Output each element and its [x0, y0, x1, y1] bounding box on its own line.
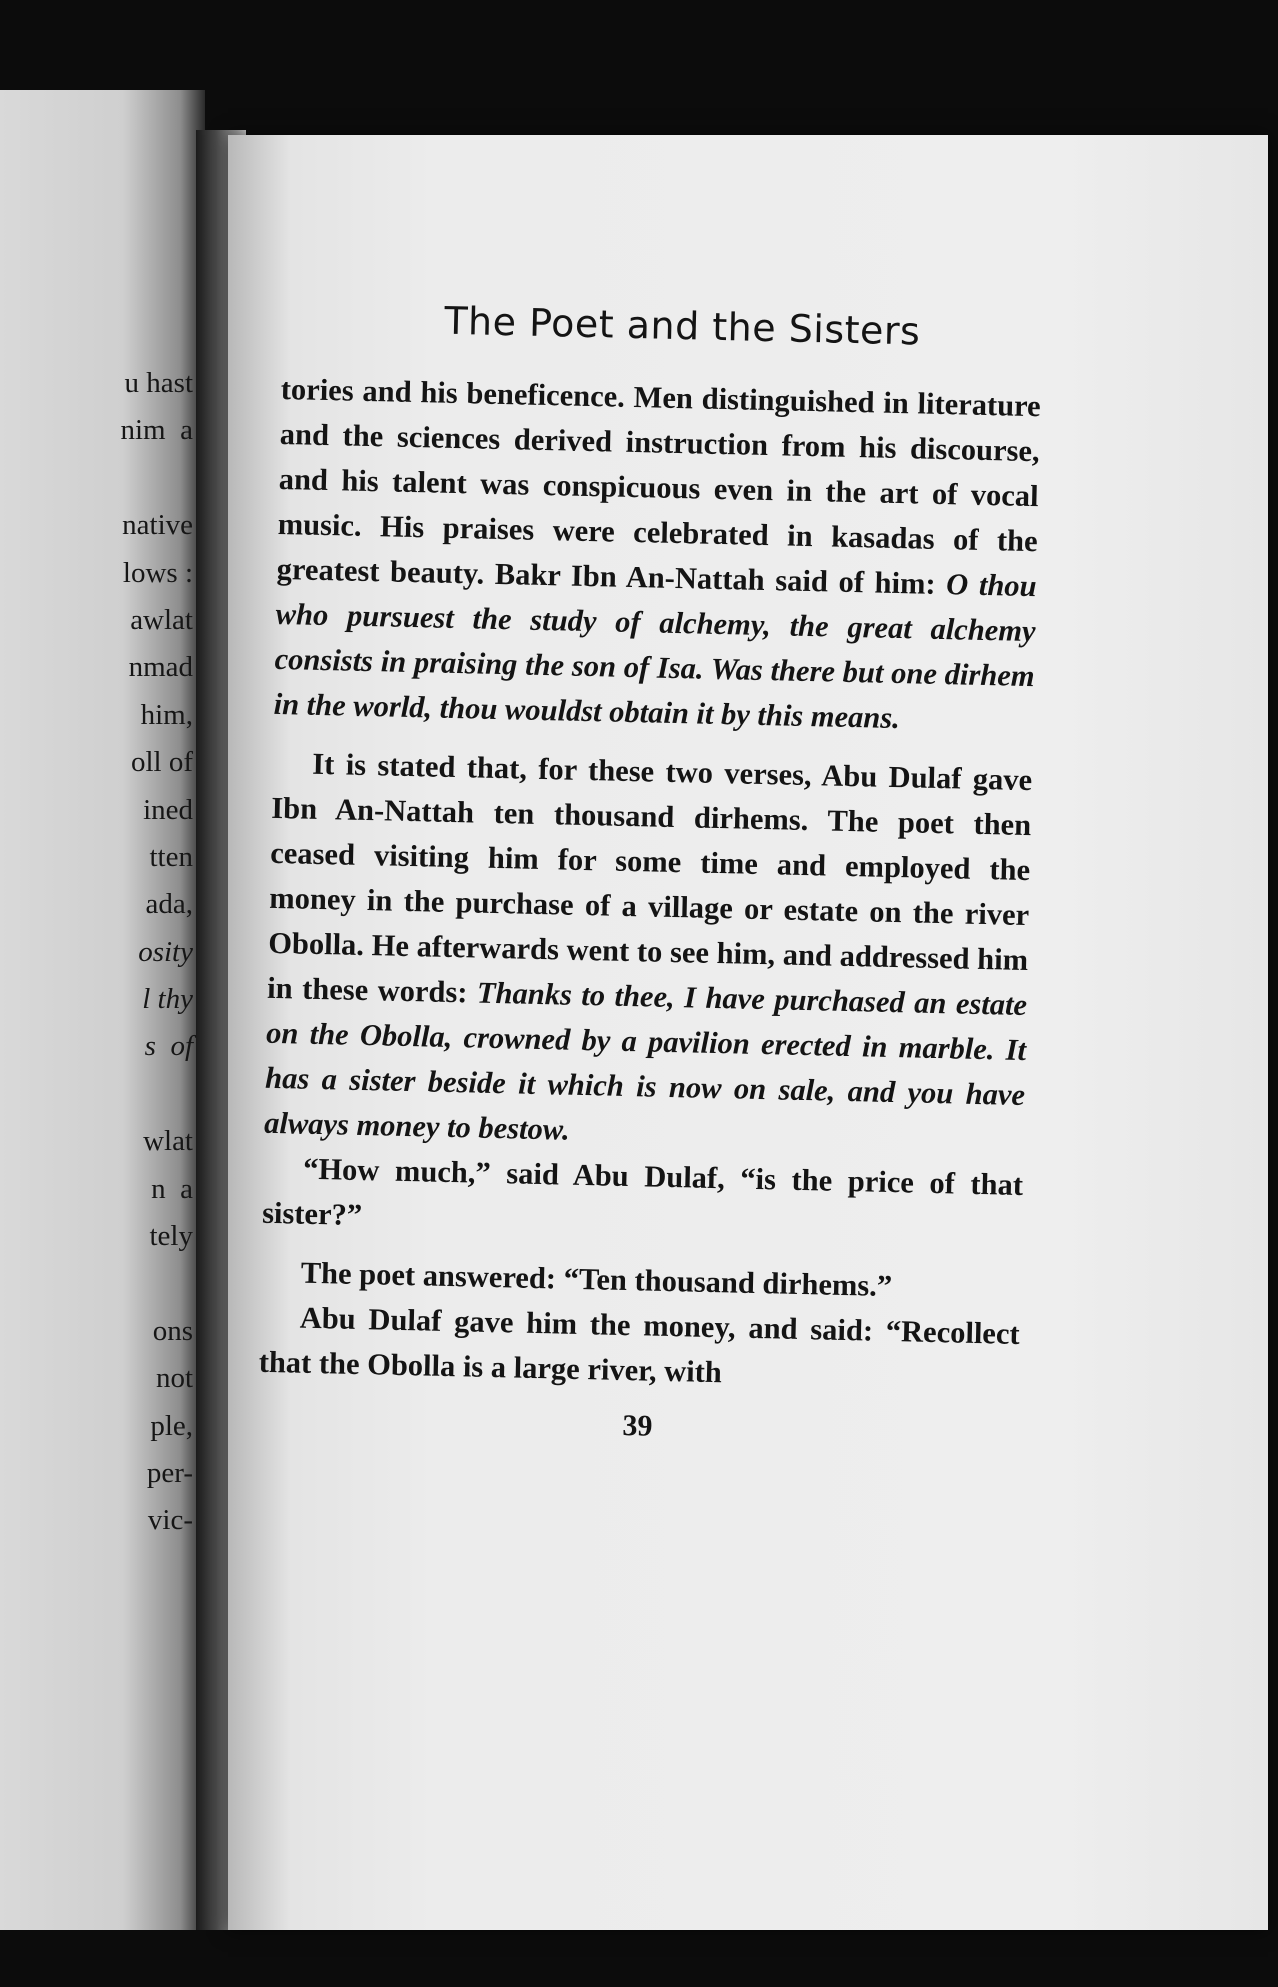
- paragraph-1-italic-verse: O thou who pursuest the study of alchemy, the great alchemy consists in praising the son of Isa. Was there but one dirhem in the world, thou wouldst obtain it by this means.: [273, 567, 1037, 736]
- paragraph-1: [273, 367, 1041, 744]
- left-page-line: not: [155, 1362, 193, 1395]
- left-page-line: [121, 1071, 194, 1118]
- left-page-text: [121, 360, 194, 1545]
- left-page-line: wlat: [143, 1125, 193, 1158]
- left-page-line: ined: [143, 793, 193, 826]
- left-page-line: oll of: [130, 746, 193, 779]
- page-text-block: [257, 295, 1043, 1452]
- page-number: 39: [622, 1408, 653, 1443]
- left-page-line: vic-: [147, 1504, 193, 1537]
- left-page-line: native: [122, 509, 193, 542]
- left-page-line: lows :: [122, 556, 193, 589]
- left-facing-page: [0, 90, 205, 1930]
- left-page-line: nmad: [128, 651, 193, 684]
- left-page-line: n a: [151, 1172, 193, 1205]
- left-page-line: tely: [149, 1220, 193, 1253]
- left-page-line: osity: [138, 935, 193, 968]
- right-page: [228, 135, 1268, 1930]
- paragraph-2: [264, 741, 1033, 1163]
- left-page-line: u hast: [124, 367, 193, 399]
- left-page-line: ple,: [150, 1409, 193, 1442]
- left-page-line: ada,: [145, 888, 193, 921]
- left-page-line: s of: [144, 1030, 193, 1063]
- left-page-line: nim a: [120, 414, 193, 447]
- left-page-line: awlat: [130, 603, 193, 636]
- paragraph-2-text: It is stated that, for these two verses, Abu Dulaf gave Ibn An-Nattah ten thousand dirhems. The poet then ceased visiting him for some time and employed the money in the purchase of a village or estate on the river Obolla. He afterwards went to see him, and addressed him in these words:: [266, 746, 1033, 1010]
- paragraph-4: The poet answered: “Ten thousand dirhems.”: [300, 1255, 893, 1304]
- paragraph-5: Abu Dulaf gave him the money, and said: “Recollect that the Obolla is a large river, with: [258, 1300, 1021, 1390]
- running-head: The Poet and the Sisters: [443, 298, 921, 354]
- left-page-line: ons: [152, 1314, 193, 1347]
- left-page-line: l thy: [142, 983, 193, 1016]
- paragraph-2-italic-verse: Thanks to thee, I have purchased an estate on the Obolla, crowned by a pavilion erected in marble. It has a sister beside it which is now on sale, and you have always money to bestow.: [263, 975, 1028, 1147]
- left-page-line: [121, 455, 194, 502]
- left-page-line: tten: [149, 840, 193, 873]
- paragraph-3: “How much,” said Abu Dulaf, “is the price of that sister?”: [261, 1151, 1024, 1233]
- paragraph-1-text: tories and his beneficence. Men distinguished in literature and the sciences derived instruction from his discourse, and his talent was conspicuous even in the art of vocal music. His praises were celebrated in kasadas of the greatest beauty. Bakr Ibn An-Nattah said of him:: [276, 371, 1042, 602]
- left-page-line: him,: [133, 698, 193, 731]
- left-page-line: per-: [146, 1456, 193, 1489]
- left-page-line: [121, 1260, 194, 1307]
